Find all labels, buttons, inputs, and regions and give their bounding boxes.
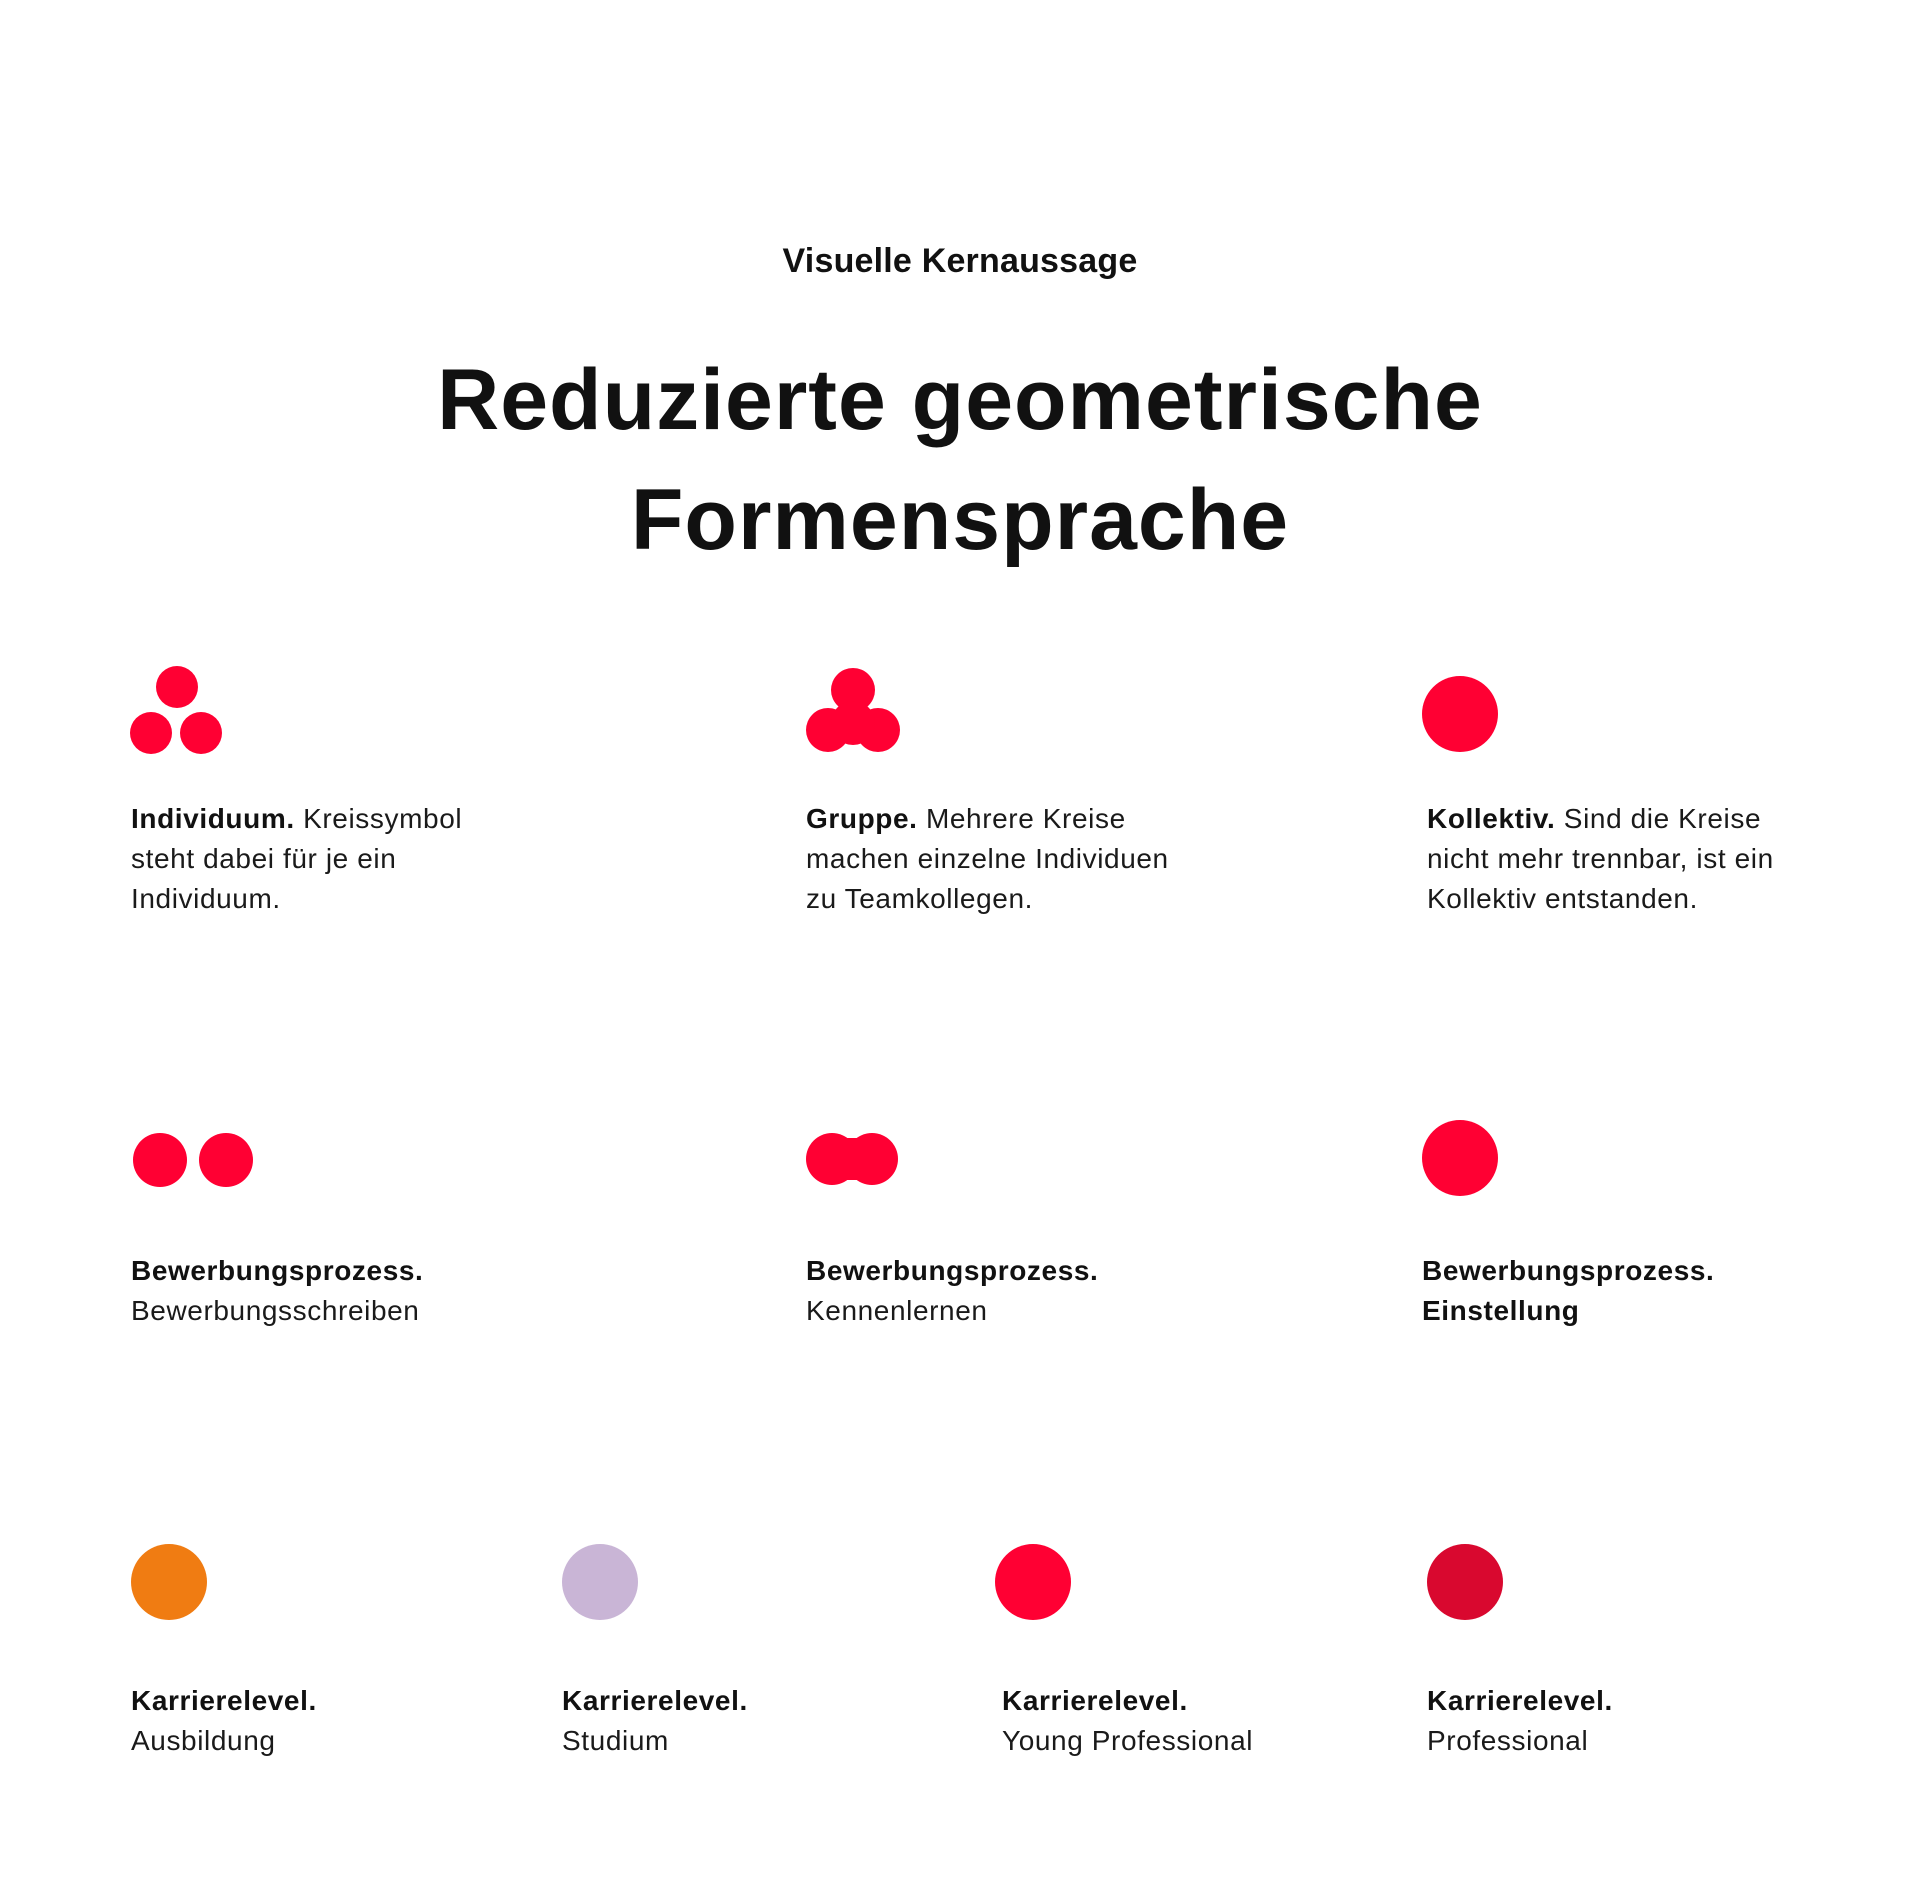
red-circle-icon [995, 1544, 1071, 1620]
kollektiv-text-line-3: Kollektiv entstanden. [1427, 883, 1698, 914]
dark-red-circle-icon [1427, 1544, 1503, 1620]
kollektiv-text-line-2: nicht mehr trennbar, ist ein [1427, 843, 1774, 874]
karrierelevel-professional-description [1427, 1681, 1827, 1761]
bewerbung-kennenlernen-title: Bewerbungsprozess. [806, 1255, 1099, 1286]
bewerbung-schreiben-text: Bewerbungsschreiben [131, 1295, 420, 1326]
individuum-text-line-2: steht dabei für je ein [131, 843, 397, 874]
gruppe-text-line-2: machen einzelne Individuen [806, 843, 1169, 874]
karrierelevel-young-professional-description [1002, 1681, 1402, 1761]
kollektiv-text-line-1: Sind die Kreise [1563, 803, 1762, 834]
gruppe-description [806, 799, 1266, 919]
merged-three-circles-icon [806, 668, 900, 754]
kollektiv-title: Kollektiv. [1427, 803, 1556, 834]
gruppe-text-line-3: zu Teamkollegen. [806, 883, 1033, 914]
gruppe-title: Gruppe. [806, 803, 918, 834]
page-title [0, 340, 1920, 580]
individuum-text-line-1: Kreissymbol [303, 803, 463, 834]
karrierelevel-ausbildung-text: Ausbildung [131, 1725, 276, 1756]
bewerbung-einstellung-title: Bewerbungsprozess. [1422, 1255, 1715, 1286]
bewerbung-einstellung-text: Einstellung [1422, 1295, 1580, 1326]
karrierelevel-professional-title: Karrierelevel. [1427, 1685, 1613, 1716]
kollektiv-description [1427, 799, 1887, 919]
three-circles-icon [130, 666, 224, 756]
eyebrow-heading: Visuelle Kernaussage [782, 242, 1138, 280]
single-circle-icon [1422, 1120, 1498, 1196]
merged-two-circles-icon [806, 1131, 898, 1187]
karrierelevel-studium-title: Karrierelevel. [562, 1685, 748, 1716]
bewerbung-einstellung-description [1422, 1251, 1882, 1331]
karrierelevel-studium-text: Studium [562, 1725, 669, 1756]
orange-circle-icon [131, 1544, 207, 1620]
karrierelevel-ausbildung-description [131, 1681, 531, 1761]
page-title-line-1: Reduzierte geometrische [437, 352, 1483, 448]
karrierelevel-professional-text: Professional [1427, 1725, 1589, 1756]
lilac-circle-icon [562, 1544, 638, 1620]
karrierelevel-studium-description [562, 1681, 962, 1761]
bewerbung-schreiben-description [131, 1251, 591, 1331]
two-circles-icon [133, 1133, 253, 1187]
karrierelevel-young-professional-text: Young Professional [1002, 1725, 1254, 1756]
single-circle-icon [1422, 676, 1498, 752]
page-title-line-2: Formensprache [630, 472, 1290, 568]
bewerbung-kennenlernen-description [806, 1251, 1266, 1331]
gruppe-text-line-1: Mehrere Kreise [925, 803, 1126, 834]
karrierelevel-ausbildung-title: Karrierelevel. [131, 1685, 317, 1716]
bewerbung-schreiben-title: Bewerbungsprozess. [131, 1255, 424, 1286]
bewerbung-kennenlernen-text: Kennenlernen [806, 1295, 988, 1326]
individuum-text-line-3: Individuum. [131, 883, 281, 914]
individuum-description [131, 799, 551, 919]
karrierelevel-young-professional-title: Karrierelevel. [1002, 1685, 1188, 1716]
individuum-title: Individuum. [131, 803, 295, 834]
